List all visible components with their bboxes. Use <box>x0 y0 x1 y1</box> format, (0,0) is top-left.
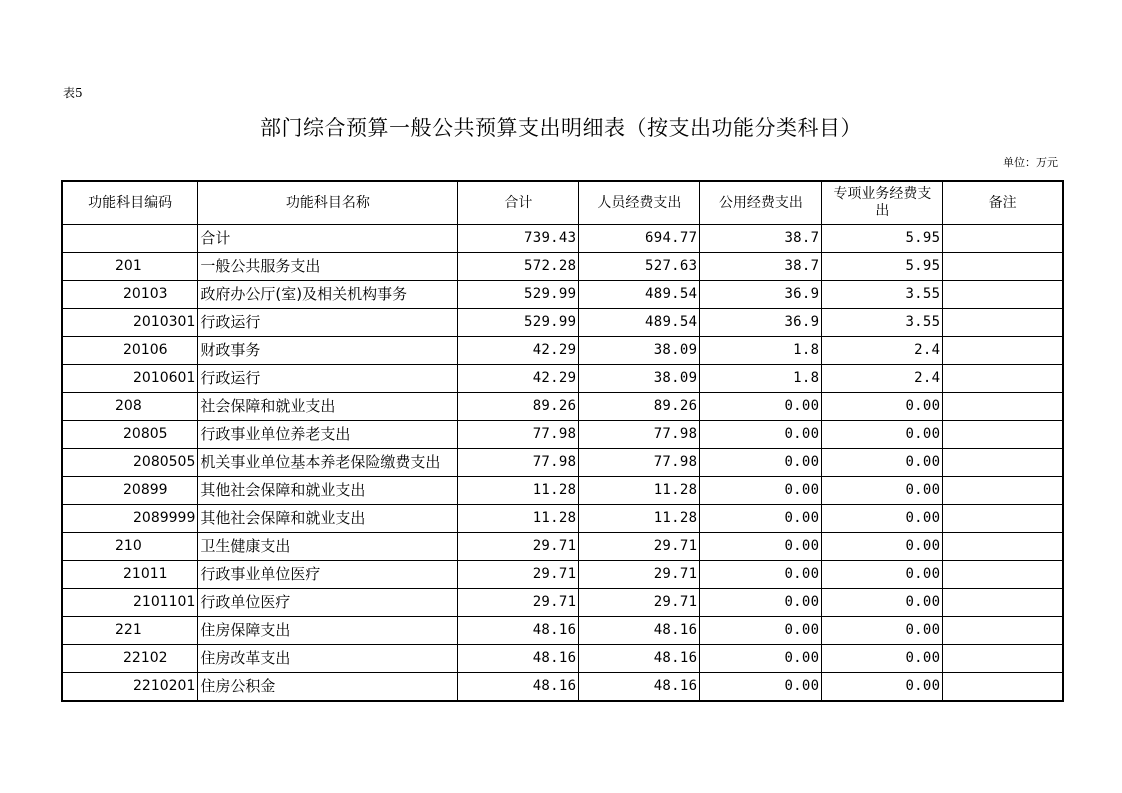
total-cell: 11.28 <box>458 477 579 505</box>
code-cell: 2089999 <box>62 505 198 533</box>
code-cell: 20103 <box>62 281 198 309</box>
public-cell: 0.00 <box>700 477 822 505</box>
special-cell: 0.00 <box>822 673 943 702</box>
table-row <box>62 673 1063 702</box>
note-cell <box>943 589 1063 617</box>
code-cell: 20106 <box>62 337 198 365</box>
header-cell: 人员经费支出 <box>579 181 700 225</box>
total-cell: 739.43 <box>458 225 579 253</box>
personnel-cell: 89.26 <box>579 393 700 421</box>
public-cell: 0.00 <box>700 449 822 477</box>
page-title: 部门综合预算一般公共预算支出明细表（按支出功能分类科目） <box>260 116 862 140</box>
name-cell: 社会保障和就业支出 <box>198 393 458 421</box>
personnel-cell: 48.16 <box>579 645 700 673</box>
total-cell: 42.29 <box>458 365 579 393</box>
personnel-cell: 489.54 <box>579 309 700 337</box>
name-cell: 行政事业单位养老支出 <box>198 421 458 449</box>
table-row <box>62 477 1063 505</box>
note-cell <box>943 281 1063 309</box>
code-cell: 20899 <box>62 477 198 505</box>
table-row <box>62 393 1063 421</box>
note-cell <box>943 337 1063 365</box>
table-row <box>62 365 1063 393</box>
special-cell: 0.00 <box>822 645 943 673</box>
personnel-cell: 489.54 <box>579 281 700 309</box>
public-cell: 1.8 <box>700 365 822 393</box>
name-cell: 合计 <box>198 225 458 253</box>
total-cell: 48.16 <box>458 617 579 645</box>
note-cell <box>943 421 1063 449</box>
note-cell <box>943 673 1063 702</box>
name-cell: 行政单位医疗 <box>198 589 458 617</box>
total-cell: 529.99 <box>458 281 579 309</box>
note-cell <box>943 505 1063 533</box>
public-cell: 0.00 <box>700 561 822 589</box>
code-cell: 210 <box>62 533 198 561</box>
note-cell <box>943 645 1063 673</box>
note-cell <box>943 617 1063 645</box>
public-cell: 0.00 <box>700 393 822 421</box>
note-cell <box>943 561 1063 589</box>
table-row <box>62 225 1063 253</box>
note-cell <box>943 309 1063 337</box>
header-cell: 备注 <box>943 181 1063 225</box>
table-row <box>62 421 1063 449</box>
public-cell: 0.00 <box>700 533 822 561</box>
code-cell: 21011 <box>62 561 198 589</box>
budget-table <box>61 180 1064 702</box>
table-row <box>62 617 1063 645</box>
unit-label: 单位：万元 <box>1003 156 1058 169</box>
header-cell: 功能科目编码 <box>62 181 198 225</box>
public-cell: 36.9 <box>700 281 822 309</box>
total-cell: 48.16 <box>458 645 579 673</box>
personnel-cell: 11.28 <box>579 477 700 505</box>
total-cell: 29.71 <box>458 589 579 617</box>
header-cell: 功能科目名称 <box>198 181 458 225</box>
special-cell: 0.00 <box>822 617 943 645</box>
header-cell: 合计 <box>458 181 579 225</box>
table-row <box>62 449 1063 477</box>
code-cell: 22102 <box>62 645 198 673</box>
special-cell: 5.95 <box>822 225 943 253</box>
note-cell <box>943 533 1063 561</box>
public-cell: 0.00 <box>700 589 822 617</box>
public-cell: 1.8 <box>700 337 822 365</box>
table-row <box>62 561 1063 589</box>
code-cell: 2010601 <box>62 365 198 393</box>
code-cell: 2080505 <box>62 449 198 477</box>
name-cell: 住房公积金 <box>198 673 458 702</box>
table-row <box>62 309 1063 337</box>
special-cell: 0.00 <box>822 477 943 505</box>
name-cell: 其他社会保障和就业支出 <box>198 505 458 533</box>
special-cell: 3.55 <box>822 309 943 337</box>
special-cell: 5.95 <box>822 253 943 281</box>
table-row <box>62 281 1063 309</box>
header-cell: 公用经费支出 <box>700 181 822 225</box>
special-cell: 0.00 <box>822 393 943 421</box>
public-cell: 38.7 <box>700 253 822 281</box>
name-cell: 机关事业单位基本养老保险缴费支出 <box>198 449 458 477</box>
name-cell: 卫生健康支出 <box>198 533 458 561</box>
special-cell: 0.00 <box>822 421 943 449</box>
name-cell: 其他社会保障和就业支出 <box>198 477 458 505</box>
special-cell: 0.00 <box>822 561 943 589</box>
total-cell: 77.98 <box>458 449 579 477</box>
public-cell: 36.9 <box>700 309 822 337</box>
code-cell: 2101101 <box>62 589 198 617</box>
name-cell: 一般公共服务支出 <box>198 253 458 281</box>
personnel-cell: 527.63 <box>579 253 700 281</box>
personnel-cell: 29.71 <box>579 533 700 561</box>
code-cell: 2010301 <box>62 309 198 337</box>
personnel-cell: 38.09 <box>579 365 700 393</box>
special-cell: 0.00 <box>822 449 943 477</box>
total-cell: 29.71 <box>458 533 579 561</box>
special-cell: 0.00 <box>822 533 943 561</box>
code-cell: 20805 <box>62 421 198 449</box>
total-cell: 48.16 <box>458 673 579 702</box>
personnel-cell: 11.28 <box>579 505 700 533</box>
table-body <box>62 225 1063 702</box>
note-cell <box>943 365 1063 393</box>
header-row <box>62 181 1063 225</box>
note-cell <box>943 477 1063 505</box>
personnel-cell: 48.16 <box>579 673 700 702</box>
header-cell: 专项业务经费支出 <box>822 181 943 225</box>
special-cell: 2.4 <box>822 365 943 393</box>
total-cell: 42.29 <box>458 337 579 365</box>
table-label: 表5 <box>63 86 83 100</box>
public-cell: 0.00 <box>700 617 822 645</box>
code-cell: 201 <box>62 253 198 281</box>
table-row <box>62 253 1063 281</box>
name-cell: 行政运行 <box>198 309 458 337</box>
table-row <box>62 533 1063 561</box>
personnel-cell: 38.09 <box>579 337 700 365</box>
table-row <box>62 337 1063 365</box>
special-cell: 2.4 <box>822 337 943 365</box>
table-row <box>62 645 1063 673</box>
personnel-cell: 694.77 <box>579 225 700 253</box>
personnel-cell: 29.71 <box>579 561 700 589</box>
total-cell: 572.28 <box>458 253 579 281</box>
table-row <box>62 589 1063 617</box>
code-cell: 221 <box>62 617 198 645</box>
note-cell <box>943 393 1063 421</box>
personnel-cell: 77.98 <box>579 449 700 477</box>
code-cell: 208 <box>62 393 198 421</box>
code-cell <box>62 225 198 253</box>
special-cell: 3.55 <box>822 281 943 309</box>
name-cell: 住房保障支出 <box>198 617 458 645</box>
name-cell: 住房改革支出 <box>198 645 458 673</box>
name-cell: 财政事务 <box>198 337 458 365</box>
personnel-cell: 77.98 <box>579 421 700 449</box>
code-cell: 2210201 <box>62 673 198 702</box>
public-cell: 0.00 <box>700 421 822 449</box>
personnel-cell: 48.16 <box>579 617 700 645</box>
public-cell: 0.00 <box>700 505 822 533</box>
total-cell: 29.71 <box>458 561 579 589</box>
total-cell: 89.26 <box>458 393 579 421</box>
name-cell: 行政事业单位医疗 <box>198 561 458 589</box>
public-cell: 0.00 <box>700 673 822 702</box>
name-cell: 政府办公厅(室)及相关机构事务 <box>198 281 458 309</box>
note-cell <box>943 449 1063 477</box>
total-cell: 77.98 <box>458 421 579 449</box>
special-cell: 0.00 <box>822 589 943 617</box>
note-cell <box>943 225 1063 253</box>
total-cell: 529.99 <box>458 309 579 337</box>
table-row <box>62 505 1063 533</box>
name-cell: 行政运行 <box>198 365 458 393</box>
personnel-cell: 29.71 <box>579 589 700 617</box>
public-cell: 0.00 <box>700 645 822 673</box>
note-cell <box>943 253 1063 281</box>
public-cell: 38.7 <box>700 225 822 253</box>
total-cell: 11.28 <box>458 505 579 533</box>
special-cell: 0.00 <box>822 505 943 533</box>
